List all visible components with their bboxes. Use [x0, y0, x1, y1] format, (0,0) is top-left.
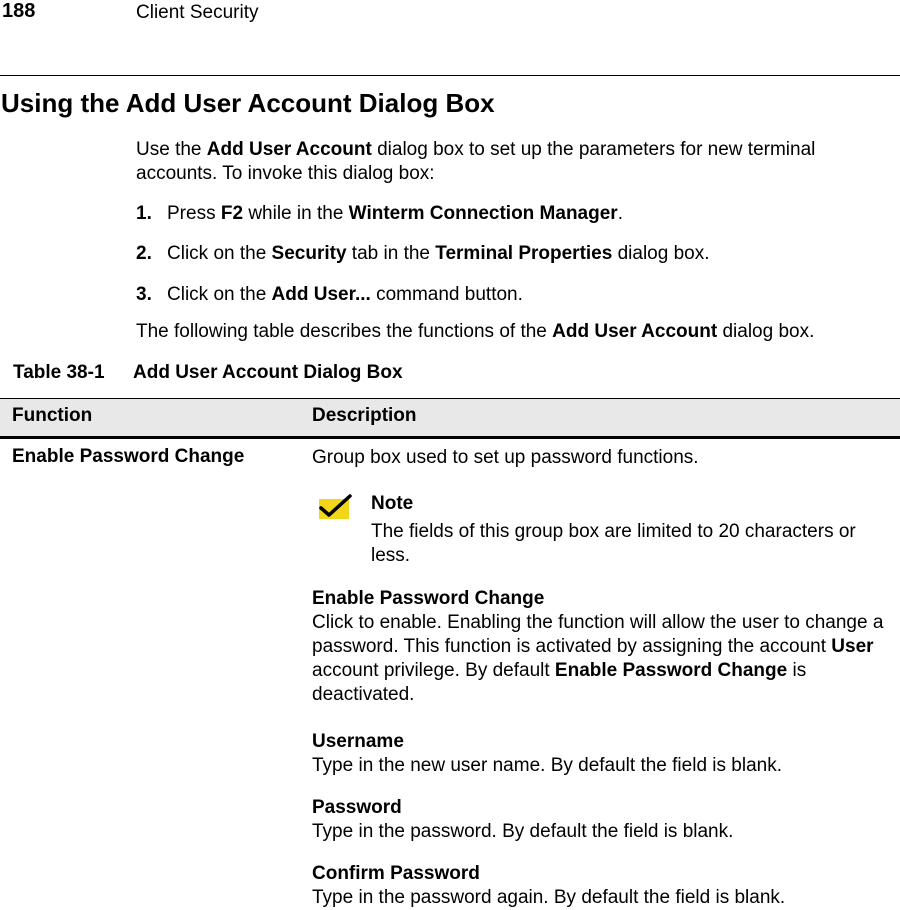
page-header — [0, 0, 900, 30]
table-caption-label: Table 38-1 — [13, 362, 105, 383]
page-number: 188 — [2, 0, 36, 22]
table-header-row — [0, 398, 900, 439]
password-title: Password — [312, 797, 402, 818]
enable-password-change-block: Enable Password Change Click to enable. Enabling the function will allow the user to change a password. This function is activated by assigning the account User account privilege. By default Enable Password Change is deactivated. — [312, 587, 892, 707]
step-3: 3. Click on the Add User... command button. — [136, 284, 523, 305]
username-text: Type in the new user name. By default the field is blank. — [312, 755, 782, 776]
step-number: 3. — [136, 284, 152, 305]
note-checkmark-icon — [318, 494, 352, 520]
closing-paragraph: The following table describes the functions of the Add User Account dialog box. — [136, 321, 815, 342]
password-block — [312, 796, 892, 844]
table-caption — [13, 362, 403, 384]
step-1: 1. Press F2 while in the Winterm Connection Manager. — [136, 203, 623, 224]
step-number: 1. — [136, 203, 152, 224]
section-title: Using the Add User Account Dialog Box — [1, 88, 495, 118]
username-title: Username — [312, 731, 404, 752]
column-header-description: Description — [312, 405, 417, 426]
note-text: The fields of this group box are limited to 20 characters or less. — [371, 521, 856, 566]
step-2: 2. Click on the Security tab in the Terminal Properties dialog box. — [136, 243, 710, 264]
username-block — [312, 730, 892, 778]
intro-bold-dialog-name: Add User Account — [206, 139, 372, 160]
header-rule — [0, 75, 900, 76]
column-header-function: Function — [12, 405, 93, 426]
confirm-password-block — [312, 862, 892, 910]
confirm-password-title: Confirm Password — [312, 863, 480, 884]
confirm-password-text: Type in the password again. By default the field is blank. — [312, 887, 786, 908]
note-block — [371, 492, 891, 568]
note-title: Note — [371, 493, 414, 514]
row-description-intro: Group box used to set up password functions. — [312, 447, 699, 468]
step-number: 2. — [136, 243, 152, 264]
row-function-cell: Enable Password Change — [12, 446, 245, 467]
intro-paragraph: Use the Add User Account dialog box to set up the parameters for new terminal accounts. To invoke this dialog box: — [136, 139, 816, 184]
enable-password-change-title: Enable Password Change — [312, 588, 545, 609]
table-caption-title: Add User Account Dialog Box — [133, 362, 403, 383]
password-text: Type in the password. By default the field is blank. — [312, 821, 734, 842]
running-title: Client Security — [136, 2, 259, 23]
